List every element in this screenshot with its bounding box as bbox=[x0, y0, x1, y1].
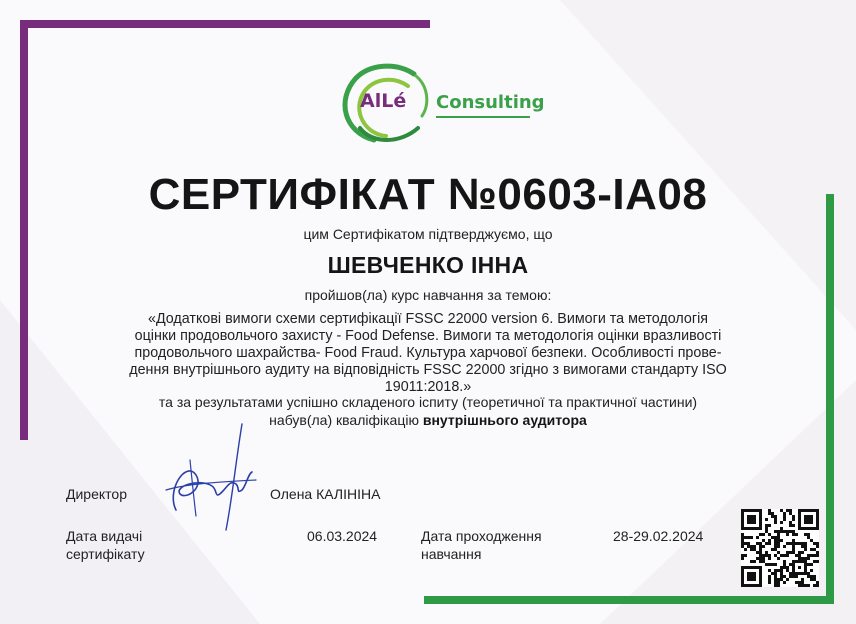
qualification-prefix: набув(ла) кваліфікацію bbox=[269, 412, 423, 428]
qr-code-icon bbox=[741, 509, 819, 587]
director-name: Олена КАЛІНІНА bbox=[270, 486, 381, 502]
purple-frame-top bbox=[20, 20, 430, 28]
company-name: Consulting bbox=[436, 92, 545, 113]
training-label-line: Дата проходження bbox=[421, 528, 542, 544]
training-dates: 28-29.02.2024 bbox=[613, 528, 704, 544]
training-date-label bbox=[421, 527, 542, 563]
qualification-title: внутрішнього аудитора bbox=[422, 412, 587, 428]
course-line: 19011:2018.» bbox=[384, 379, 472, 395]
issue-date: 06.03.2024 bbox=[307, 528, 378, 544]
confirm-line: цим Сертифікатом підтверджуємо, що bbox=[303, 226, 553, 242]
green-frame-bottom bbox=[424, 596, 834, 604]
logo-text: AlLé bbox=[360, 90, 407, 112]
recipient-name: ШЕВЧЕНКО ІННА bbox=[327, 252, 529, 278]
course-line: продовольчого шахрайства- Food Fraud. Культура харчової безпеки. Особливості прове- bbox=[134, 345, 722, 361]
purple-frame-left bbox=[20, 20, 28, 440]
issue-label-line: Дата видачі bbox=[66, 528, 143, 544]
company-logo bbox=[334, 58, 544, 148]
company-underline bbox=[436, 116, 530, 118]
course-description bbox=[115, 311, 741, 396]
course-intro: пройшов(ла) курс навчання за темою: bbox=[304, 287, 552, 303]
issue-label-line: сертифікату bbox=[66, 546, 145, 562]
course-line: оцінки продовольчого захисту - Food Defense. Вимоги та методологія оцінки вразливості bbox=[134, 328, 722, 344]
certificate-title: СЕРТИФІКАТ №0603-IA08 bbox=[148, 170, 708, 219]
training-label-line: навчання bbox=[421, 546, 482, 562]
course-line: «Додаткові вимоги схеми сертифікації FSSC 22000 version 6. Вимоги та методологія bbox=[148, 311, 708, 327]
director-label: Директор bbox=[66, 486, 127, 502]
course-line: дення внутрішнього аудиту на відповідність FSSC 22000 згідно з вимогами стандарту ISO bbox=[129, 362, 727, 378]
issue-date-label bbox=[66, 527, 145, 563]
result-line: та за результатами успішно складеного іспиту (теоретичної та практичної частини) bbox=[158, 394, 698, 410]
signature-mark bbox=[156, 420, 266, 540]
green-frame-right bbox=[826, 194, 834, 604]
